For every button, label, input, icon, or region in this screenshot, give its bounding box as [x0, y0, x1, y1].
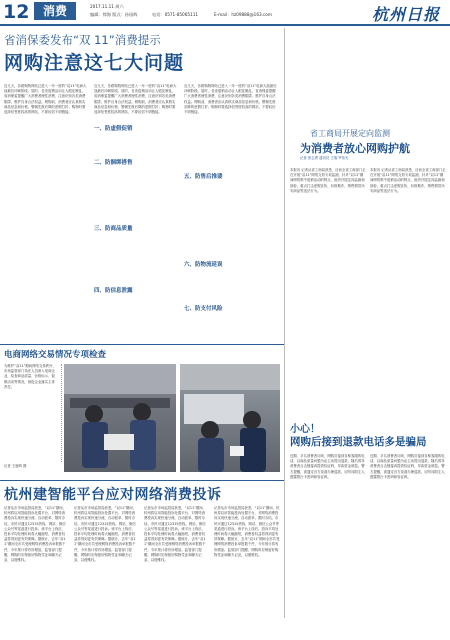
- article1-subhead-5: 五、防售后推诿: [184, 172, 226, 180]
- email: E-mail：hz09888@163.com: [214, 12, 272, 17]
- article2: [288, 28, 450, 640]
- article2-col-1: 本报讯 记者从省工商局获悉，目前全省工商部门正在开展“双11”网络交易专项监测，针对“双11”期间网络集中促销活动的特点，组织开展定向监测和抽检，重点打击虚假宣传、价格欺诈、销售假冒伪劣商品等违法行为。: [290, 168, 366, 193]
- article3: [0, 346, 284, 476]
- article1-headline: 网购注意这七大问题: [4, 52, 185, 74]
- article1-subhead-2: 二、防捆绑搭售: [94, 158, 136, 166]
- article3-caption-col: 为维护“双11”期间网络交易秩序，市场监管部门执法人员深入电商企业，检查商品质量、价格标示、促销活动等情况，督促企业落实主体责任。: [4, 364, 62, 462]
- article1-subhead-7: 七、防支付风险: [184, 304, 226, 312]
- article2-headline: 为消费者放心网购护航: [300, 142, 410, 155]
- article4-headline: 杭州建智能平台应对网络消费投诉: [4, 487, 222, 503]
- article2-byline: 记者 张志勇 通讯员 王瑞 罗伟光: [300, 156, 349, 160]
- inspection-photo-2: [180, 364, 280, 472]
- article4-col-3: 记者从市市场监管局获悉，“双11”期间，杭州将启用智能投诉处置平台，对网络消费投诉实现快速分流、自动派单、限时办结。市民可通过12315热线、网站、微信公众号等渠道进行投诉。该平台上线后，投诉平均处理时间将大幅缩短，消费者权益将得到更有效保障。据统计，去年“双11”期间全市共受理网络消费投诉举报数千件，今年预计将有所增加。监管部门提醒，网购时应保留好购物凭证和聊天记录，以便维权。: [144, 506, 207, 563]
- article1-col-3: 近几天，各路购物网站已进入一年一度的“双11”电商大战最后冲刺阶段。届时，各类促销活动让人眼花缭乱，省消保委提醒广大消费者理性消费，注意识别各类消费陷阱，维护自身合法权益。网购前，消费者应认真核实商品信息和价格，警惕先涨后降的虚假打折；购物时要选择信誉度较高的网站，不要轻信不明链接。: [184, 84, 277, 115]
- article2-kicker: 省工商局开展定向监测: [310, 129, 390, 138]
- article2-callout-col-1: 近期，多名消费者反映，网购后接到自称客服的电话，以商品质量问题为由主动提出退款，随后诱导消费者点击链接或提供验证码，导致资金被盗。警方提醒，请通过官方渠道办理退款，切勿向陌生人透露银行卡密码和验证码。: [290, 454, 365, 479]
- article4-col-2: 记者从市市场监管局获悉，“双11”期间，杭州将启用智能投诉处置平台，对网络消费投诉实现快速分流、自动派单、限时办结。市民可通过12315热线、网站、微信公众号等渠道进行投诉。该平台上线后，投诉平均处理时间将大幅缩短，消费者权益将得到更有效保障。据统计，去年“双11”期间全市共受理网络消费投诉举报数千件，今年预计将有所增加。监管部门提醒，网购时应保留好购物凭证和聊天记录，以便维权。: [74, 506, 137, 563]
- article1-kicker: 省消保委发布“双 11”消费提示: [4, 33, 161, 47]
- hotline: 电话：0571-85065111: [152, 12, 199, 17]
- article4: [0, 482, 284, 640]
- article3-kicker: 电商网络交易情况专项检查: [4, 350, 107, 360]
- date-line: 2017.11.11 周六: [90, 4, 124, 9]
- paper-name: 杭州日报: [372, 5, 441, 24]
- bottom-section-rule: [0, 480, 284, 481]
- article1-col-1: 近几天，各路购物网站已进入一年一度的“双11”电商大战最后冲刺阶段。届时，各类促销活动让人眼花缭乱，省消保委提醒广大消费者理性消费，注意识别各类消费陷阱，维护自身合法权益。网购前，消费者应认真核实商品信息和价格，警惕先涨后降的虚假打折；购物时要选择信誉度较高的网站，不要轻信不明链接。: [4, 84, 87, 115]
- article4-col-4: 记者从市市场监管局获悉，“双11”期间，杭州将启用智能投诉处置平台，对网络消费投诉实现快速分流、自动派单、限时办结。市民可通过12315热线、网站、微信公众号等渠道进行投诉。该平台上线后，投诉平均处理时间将大幅缩短，消费者权益将得到更有效保障。据统计，去年“双11”期间全市共受理网络消费投诉举报数千件，今年预计将有所增加。监管部门提醒，网购时应保留好购物凭证和聊天记录，以便维权。: [214, 506, 280, 557]
- article3-credit: 记者 王鹿鸣 摄: [4, 464, 27, 468]
- article2-callout-title: 小心！: [290, 424, 320, 435]
- photo-section-rule: [0, 344, 284, 345]
- article1-col-2: 近几天，各路购物网站已进入一年一度的“双11”电商大战最后冲刺阶段。届时，各类促销活动让人眼花缭乱，省消保委提醒广大消费者理性消费，注意识别各类消费陷阱，维护自身合法权益。网购前，消费者应认真核实商品信息和价格，警惕先涨后降的虚假打折；购物时要选择信誉度较高的网站，不要轻信不明链接。: [94, 84, 177, 115]
- inspection-photo-1: [64, 364, 176, 472]
- section-label: 消费: [34, 2, 76, 20]
- column-divider: [284, 28, 285, 618]
- article2-callout-headline: 网购后接到退款电话多是骗局: [290, 436, 427, 448]
- article2-col-2: 本报讯 记者从省工商局获悉，目前全省工商部门正在开展“双11”网络交易专项监测，针对“双11”期间网络集中促销活动的特点，组织开展定向监测和抽检，重点打击虚假宣传、价格欺诈、销售假冒伪劣商品等违法行为。: [370, 168, 446, 193]
- article1: [0, 28, 282, 340]
- editor-line: 编辑：徐海 版式：孙国辉: [90, 12, 138, 17]
- masthead: [0, 0, 450, 26]
- article1-subhead-1: 一、防虚假促销: [94, 124, 136, 132]
- article1-subhead-6: 六、防物流延误: [184, 260, 226, 268]
- article4-col-1: 记者从市市场监管局获悉，“双11”期间，杭州将启用智能投诉处置平台，对网络消费投诉实现快速分流、自动派单、限时办结。市民可通过12315热线、网站、微信公众号等渠道进行投诉。该平台上线后，投诉平均处理时间将大幅缩短，消费者权益将得到更有效保障。据统计，去年“双11”期间全市共受理网络消费投诉举报数千件，今年预计将有所增加。监管部门提醒，网购时应保留好购物凭证和聊天记录，以便维权。: [4, 506, 67, 563]
- page-number: 12: [3, 1, 30, 23]
- article1-subhead-3: 三、防商品质量: [94, 224, 136, 232]
- article1-subhead-4: 四、防信息泄露: [94, 286, 136, 294]
- article2-callout-col-2: 近期，多名消费者反映，网购后接到自称客服的电话，以商品质量问题为由主动提出退款，随后诱导消费者点击链接或提供验证码，导致资金被盗。警方提醒，请通过官方渠道办理退款，切勿向陌生人透露银行卡密码和验证码。: [370, 454, 445, 479]
